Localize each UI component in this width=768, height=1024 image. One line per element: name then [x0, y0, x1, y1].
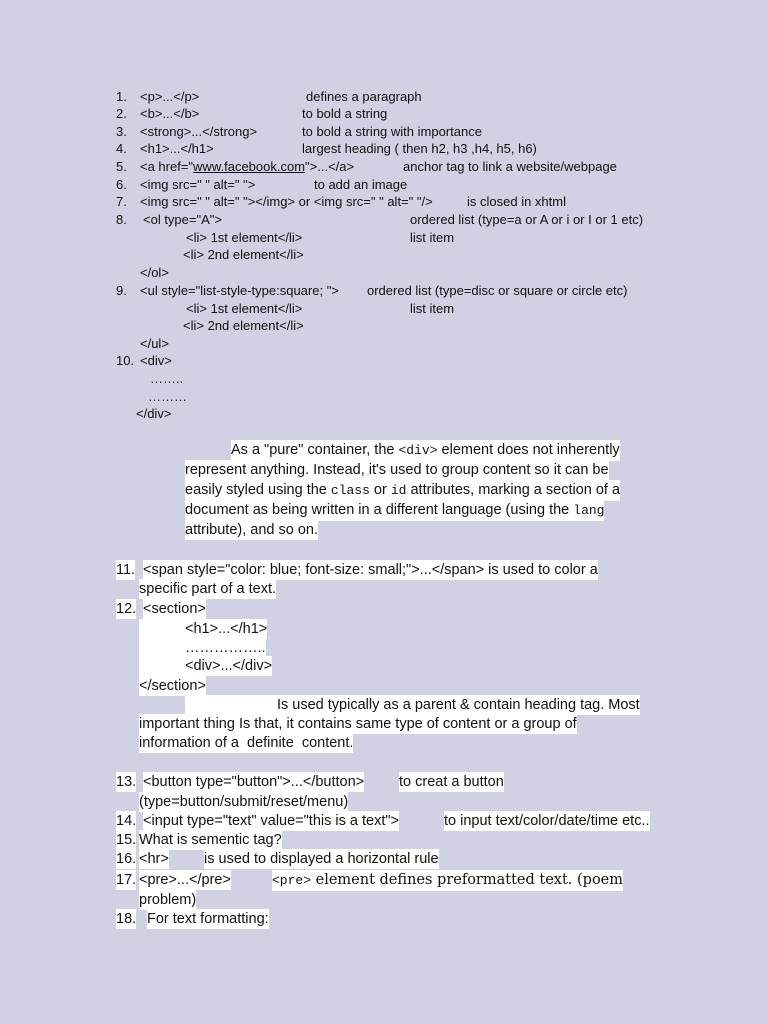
div-note-line-4 [185, 500, 604, 521]
item-11-line-1: <span style="color: blue; font-size: small;">...</span> is used to color a [143, 562, 598, 578]
item-12-note-line-3: information of a definite content. [139, 735, 354, 751]
item-11-line-2: specific part of a text. [139, 581, 277, 597]
item-8-li1-desc: list item [410, 230, 455, 245]
item-8-close: </ol> [140, 265, 169, 280]
item-17-desc [272, 870, 623, 891]
item-5-code-open: <a href=" [140, 159, 194, 174]
item-14-desc: to input text/color/date/time etc.. [444, 813, 650, 829]
item-16-desc: is used to displayed a horizontal rule [204, 851, 439, 867]
item-9-code: <ul style="list-style-type:square; "> [140, 283, 339, 298]
item-3-number: 3. [116, 124, 127, 139]
item-12-h1-text: <h1>...</h1> [185, 621, 268, 637]
item-10-close: </div> [136, 406, 172, 421]
div-note-code: class [330, 483, 370, 498]
item-13-line-2: (type=button/submit/reset/menu) [139, 794, 349, 810]
item-4-number: 4. [116, 141, 127, 156]
item-17-code-tag: <pre> [272, 873, 312, 888]
div-note-code: <div> [398, 443, 438, 458]
item-13-desc: to creat a button [399, 774, 504, 790]
div-note-text: As a "pure" container, the [231, 442, 399, 458]
item-17-desc-text: element defines preformatted text. (poem [311, 872, 624, 888]
item-12-close: </section> [139, 678, 206, 694]
item-9-li2: <li> 2nd element</li> [183, 318, 304, 333]
item-12-code: <section> [143, 601, 206, 617]
div-note-text: attributes, marking a section of a [406, 482, 621, 498]
item-4-desc: largest heading ( then h2, h3 ,h4, h5, h6) [302, 141, 537, 156]
item-12-note-text: Is used typically as a parent & contain heading tag. Most [277, 697, 640, 713]
item-12-note-line-2: important thing Is that, it contains same type of content or a group of [139, 716, 577, 732]
div-note-code: lang [573, 503, 605, 518]
item-11-number: 11. [116, 562, 136, 578]
item-9-close: </ul> [140, 336, 169, 351]
item-10-dots-1: …….. [150, 371, 184, 386]
item-7-code: <img src=" " alt=" "></img> or <img src=" " alt=" "/> [140, 194, 433, 209]
item-12-h1 [139, 619, 267, 639]
div-note-text: document as being written in a different language (using the [185, 502, 574, 518]
item-14-number: 14. [116, 813, 137, 829]
item-5-code [140, 158, 354, 175]
item-8-number: 8. [116, 212, 127, 227]
item-12-div [139, 656, 272, 676]
item-5-desc: anchor tag to link a website/webpage [403, 159, 617, 174]
item-10-number: 10. [116, 353, 135, 368]
item-8-code: <ol type="A"> [143, 212, 222, 227]
item-17-number: 17. [116, 872, 137, 888]
item-16-number: 16. [116, 851, 137, 867]
item-8-desc: ordered list (type=a or A or i or I or 1 etc) [410, 212, 644, 227]
item-18-text: For text formatting: [147, 911, 269, 927]
item-17-line-2: problem) [139, 892, 197, 908]
item-7-number: 7. [116, 194, 127, 209]
item-14-code: <input type="text" value="this is a text"> [143, 813, 399, 829]
item-12-dots [139, 638, 266, 658]
item-9-desc: ordered list (type=disc or square or circle etc) [367, 283, 628, 298]
item-2-code: <b>...</b> [140, 106, 200, 121]
item-15-number: 15. [116, 832, 137, 848]
item-4-code: <h1>...</h1> [140, 141, 214, 156]
item-1-number: 1. [116, 89, 127, 104]
item-13-code: <button type="button">...</button> [143, 774, 365, 790]
div-note-text: or [369, 482, 391, 498]
item-1-desc: defines a paragraph [306, 89, 422, 104]
item-9-number: 9. [116, 283, 127, 298]
item-6-code: <img src=" " alt=" "> [140, 177, 256, 192]
item-12-div-text: <div>...</div> [185, 658, 273, 674]
item-17-code: <pre>...</pre> [139, 872, 231, 888]
item-9-li1: <li> 1st element</li> [186, 301, 303, 316]
item-10-dots-2: ……… [148, 389, 187, 404]
item-8-li2: <li> 2nd element</li> [183, 247, 304, 262]
item-7-desc: is closed in xhtml [467, 194, 566, 209]
item-18-number: 18. [116, 911, 137, 927]
item-5-number: 5. [116, 159, 127, 174]
item-6-number: 6. [116, 177, 127, 192]
div-note-line-3 [185, 480, 620, 501]
item-2-number: 2. [116, 106, 127, 121]
item-15-text: What is sementic tag? [139, 832, 282, 848]
div-note-line-1 [231, 440, 620, 461]
item-6-desc: to add an image [314, 177, 408, 192]
item-12-dots-text: …………….. [185, 640, 266, 656]
div-note-text: element does not inherently [437, 442, 620, 458]
div-note-text: easily styled using the [185, 482, 331, 498]
item-12-number: 12. [116, 601, 137, 617]
facebook-link[interactable]: www.facebook.com [193, 159, 306, 174]
div-note-code: id [390, 483, 407, 498]
item-5-code-close: ">...</a> [305, 159, 355, 174]
div-note-line-5: attribute), and so on. [185, 522, 318, 538]
item-2-desc: to bold a string [302, 106, 388, 121]
div-note-line-2: represent anything. Instead, it's used to group content so it can be [185, 462, 609, 478]
item-1-code: <p>...</p> [140, 89, 200, 104]
item-8-li1: <li> 1st element</li> [186, 230, 303, 245]
item-12-note-line-1 [185, 695, 640, 715]
item-13-number: 13. [116, 774, 137, 790]
item-16-code: <hr> [139, 851, 169, 867]
item-3-desc: to bold a string with importance [302, 124, 482, 139]
item-10-code: <div> [140, 353, 172, 368]
item-9-li1-desc: list item [410, 301, 455, 316]
item-3-code: <strong>...</strong> [140, 124, 258, 139]
